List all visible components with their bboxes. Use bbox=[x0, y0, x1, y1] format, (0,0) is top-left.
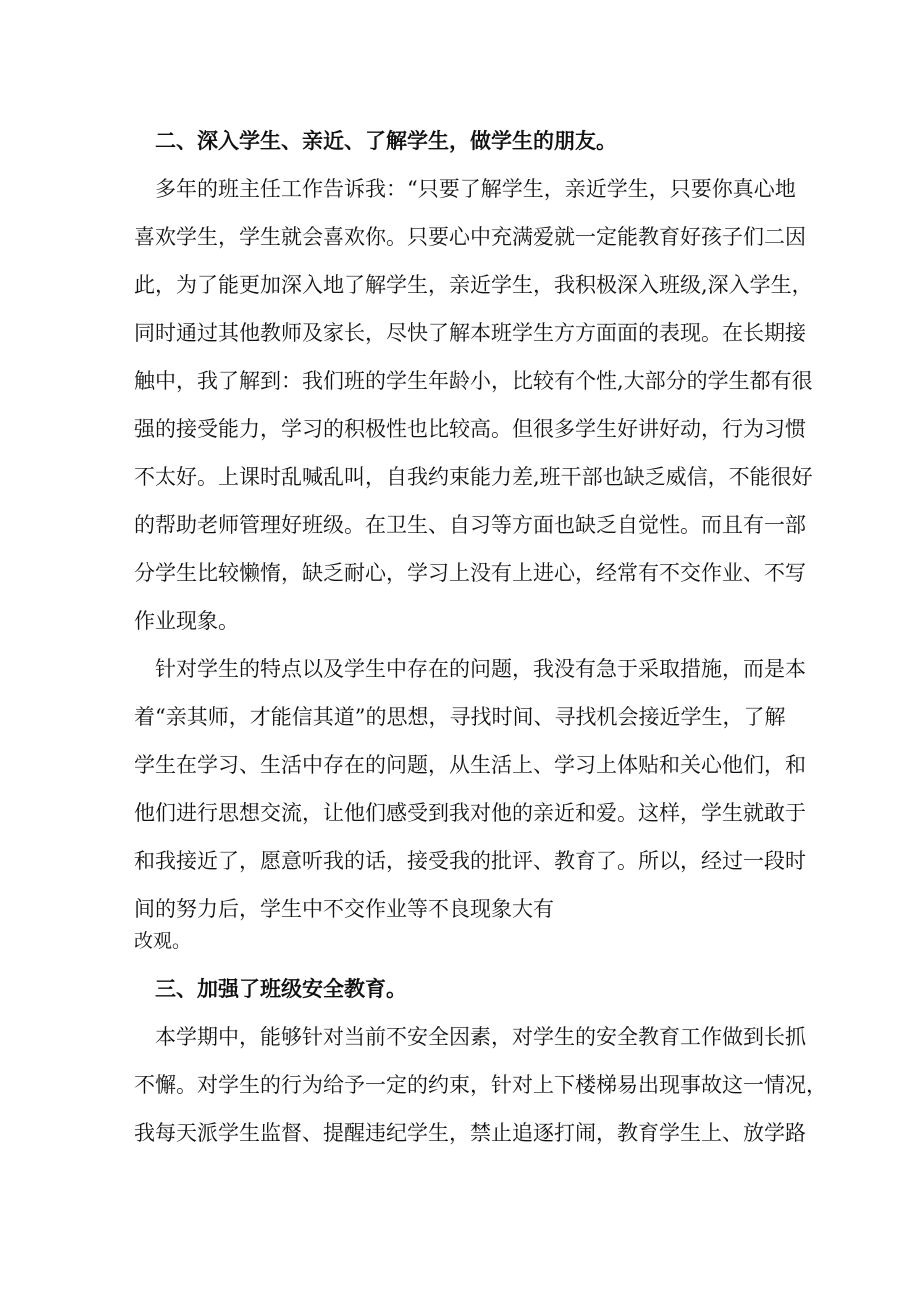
paragraph-line: 作业现象。 bbox=[134, 609, 239, 633]
paragraph-line: 改观。 bbox=[134, 930, 192, 952]
paragraph-line: 针对学生的特点以及学生中存在的问题，我没有急于采取措施，而是本 bbox=[155, 657, 806, 681]
paragraph-line: 学生在学习、生活中存在的问题，从生活上、学习上体贴和关心他们，和 bbox=[134, 753, 806, 777]
paragraph-line: 多年的班主任工作告诉我：“只要了解学生，亲近学生，只要你真心地 bbox=[155, 177, 796, 201]
paragraph-line: 此，为了能更加深入地了解学生，亲近学生，我积极深入班级,深入学生， bbox=[134, 273, 813, 297]
paragraph-line: 的帮助老师管理好班级。在卫生、自习等方面也缺乏自觉性。而且有一部 bbox=[134, 513, 806, 537]
paragraph-line: 不太好。上课时乱喊乱叫，自我约束能力差,班干部也缺乏威信，不能很好 bbox=[134, 465, 813, 489]
paragraph-line: 着“亲其师，才能信其道”的思想，寻找时间、寻找机会接近学生，了解 bbox=[134, 705, 786, 729]
paragraph-line: 本学期中，能够针对当前不安全因素，对学生的安全教育工作做到长抓 bbox=[155, 1025, 806, 1049]
paragraph-line: 强的接受能力，学习的积极性也比较高。但很多学生好讲好动，行为习惯 bbox=[134, 417, 806, 441]
paragraph-line: 喜欢学生，学生就会喜欢你。只要心中充满爱就一定能教育好孩子们二因 bbox=[134, 225, 806, 249]
paragraph-line: 分学生比较懒惰，缺乏耐心，学习上没有上进心，经常有不交作业、不写 bbox=[134, 561, 806, 585]
section3-heading: 三、加强了班级安全教育。 bbox=[155, 976, 407, 1001]
paragraph-line: 不懈。对学生的行为给予一定的约束，针对上下楼梯易出现事故这一情况， bbox=[134, 1073, 827, 1097]
section2-heading: 二、深入学生、亲近、了解学生，做学生的朋友。 bbox=[155, 128, 617, 153]
paragraph-line: 触中，我了解到：我们班的学生年龄小，比较有个性,大部分的学生都有很 bbox=[134, 369, 813, 393]
paragraph-line: 同时通过其他教师及家长，尽快了解本班学生方方面面的表现。在长期接 bbox=[134, 321, 806, 345]
paragraph-line: 我每天派学生监督、提醒违纪学生，禁止追逐打闹，教育学生上、放学路 bbox=[134, 1121, 806, 1145]
paragraph-line: 和我接近了，愿意听我的话，接受我的批评、教育了。所以，经过一段时 bbox=[134, 849, 806, 873]
paragraph-line: 他们进行思想交流，让他们感受到我对他的亲近和爱。这样，学生就敢于 bbox=[134, 801, 806, 825]
paragraph-line: 间的努力后，学生中不交作业等不良现象大有 bbox=[134, 897, 554, 921]
